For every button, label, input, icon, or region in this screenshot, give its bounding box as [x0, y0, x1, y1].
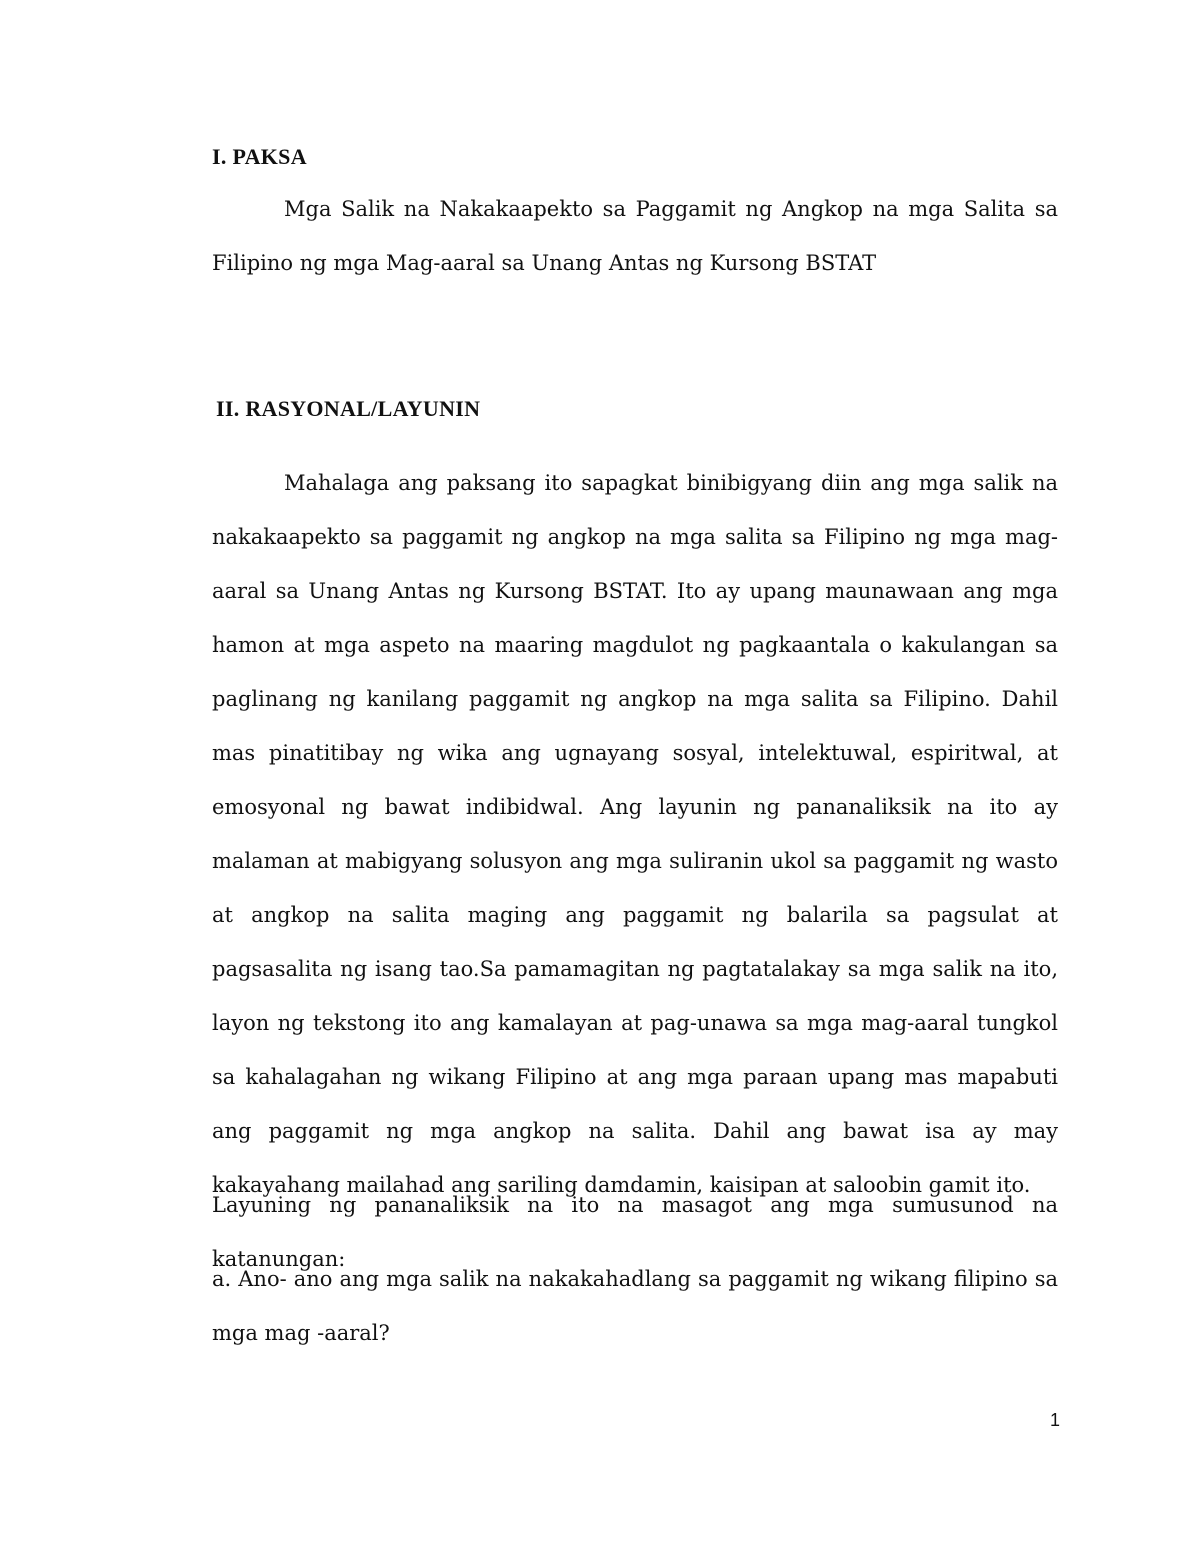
- page-number: 1: [1049, 1410, 1060, 1430]
- section-heading-rasyonal: II. RASYONAL/LAYUNIN: [216, 396, 481, 421]
- section-heading-paksa: I. PAKSA: [212, 144, 307, 169]
- topic-paragraph: Mga Salik na Nakakaapekto sa Paggamit ng Angkop na mga Salita sa Filipino ng mga Mag-aaral sa Unang Antas ng Kursong BSTAT: [212, 197, 1058, 275]
- question-a: a. Ano- ano ang mga salik na nakakahadlang sa paggamit ng wikang filipino sa mga mag -aaral?: [212, 1267, 1058, 1345]
- questions-intro: Layuning ng pananaliksik na ito na masagot ang mga sumusunod na katanungan:: [212, 1193, 1058, 1271]
- rationale-paragraph: Mahalaga ang paksang ito sapagkat binibigyang diin ang mga salik na nakakaapekto sa paggamit ng angkop na mga salita sa Filipino ng mga mag-aaral sa Unang Antas ng Kursong BSTAT. Ito ay upang maunawaan ang mga hamon at mga aspeto na maaring magdulot ng pagkaantala o kakulangan sa paglinang ng kanilang paggamit ng angkop na mga salita sa Filipino. Dahil mas pinatitibay ng wika ang ugnayang sosyal, intelektuwal, espiritwal, at emosyonal ng bawat indibidwal. Ang layunin ng pananaliksik na ito ay malaman at mabigyang solusyon ang mga suliranin ukol sa paggamit ng wasto at angkop na salita maging ang paggamit ng balarila sa pagsulat at pagsasalita ng isang tao.Sa pamamagitan ng pagtatalakay sa mga salik na ito, layon ng tekstong ito ang kamalayan at pag-unawa sa mga mag-aaral tungkol sa kahalagahan ng wikang Filipino at ang mga paraan upang mas mapabuti ang paggamit ng mga angkop na salita. Dahil ang bawat isa ay may kakayahang mailahad ang sariling damdamin, kaisipan at saloobin gamit ito.: [212, 471, 1058, 1197]
